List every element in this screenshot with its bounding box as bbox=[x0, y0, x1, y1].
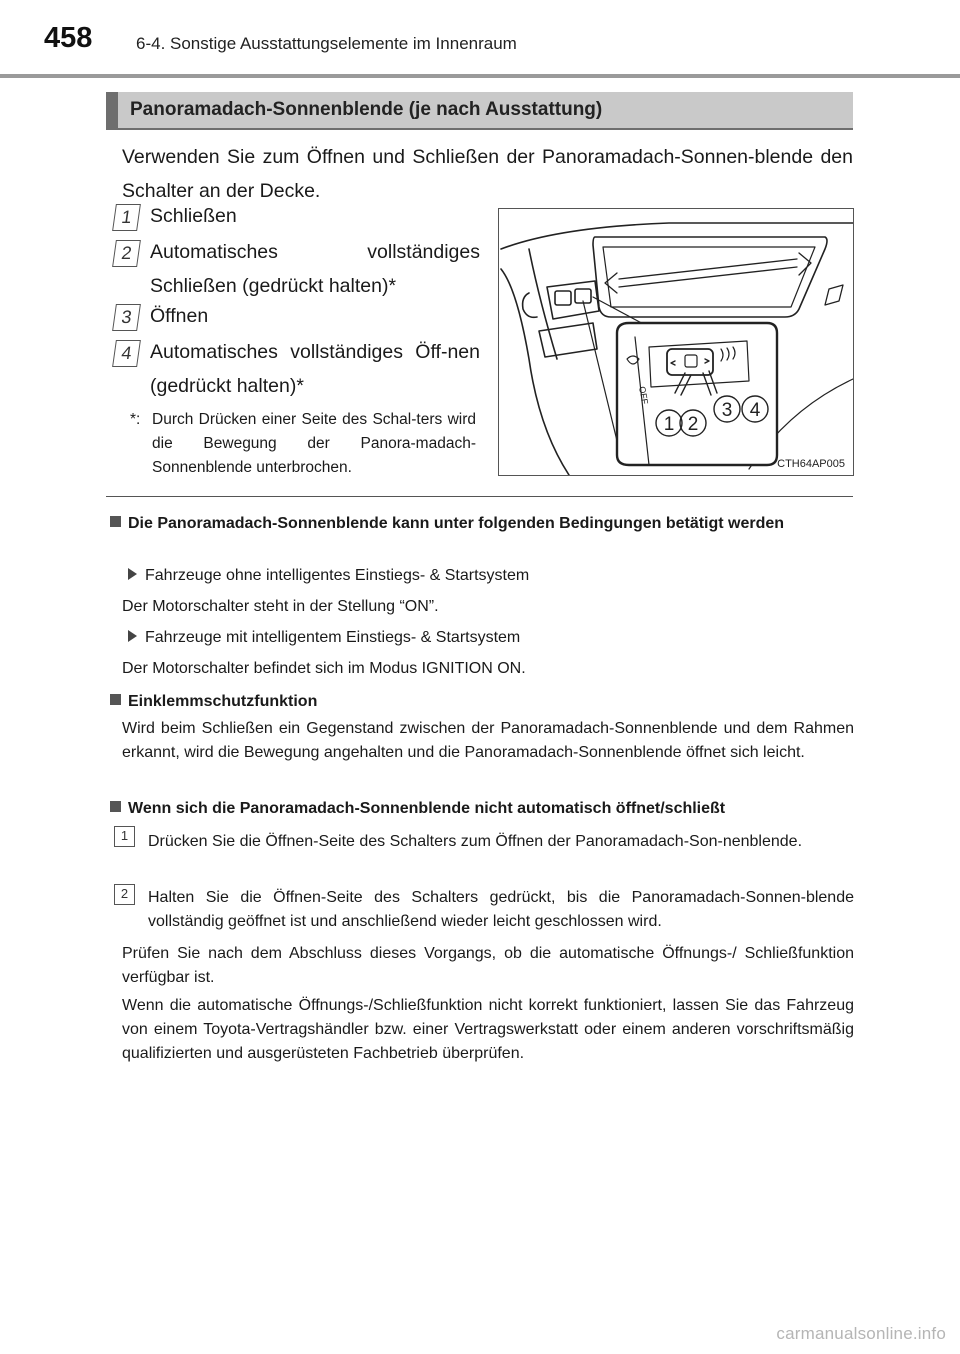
triangle-bullet-icon bbox=[128, 568, 137, 580]
case-with-smart-key bbox=[128, 627, 520, 649]
chapter-title: 6-4. Sonstige Ausstattungselemente im Innenraum bbox=[136, 34, 517, 53]
callout-4: 4 bbox=[749, 400, 761, 421]
item-open: Öffnen bbox=[150, 305, 209, 327]
note-operation-heading bbox=[110, 511, 855, 536]
footnote-text: Durch Drücken einer Seite des Schal-ters wird die Bewegung der Panora-madach-Sonnenblende unterbrochen. bbox=[152, 411, 476, 476]
step-1-text: Drücken Sie die Öffnen-Seite des Schalters zum Öffnen der Panoramadach-Son-nenblende. bbox=[148, 833, 803, 850]
section-heading-underline bbox=[106, 128, 853, 130]
jam-protection-text: Wird beim Schließen ein Gegenstand zwischen der Panoramadach-Sonnenblende und dem Rahmen erkannt, wird die Bewegung angehalten und die Panoramadach-Sonnenblende öffnet sich leicht. bbox=[122, 720, 854, 761]
note-jam-heading bbox=[110, 689, 855, 714]
step-number-badge: 1 bbox=[114, 826, 135, 847]
callout-3: 3 bbox=[721, 400, 733, 421]
note-square-icon bbox=[110, 516, 121, 527]
note-failure-heading-text: Wenn sich die Panoramadach-Sonnenblende nicht automatisch öffnet/schließt bbox=[128, 800, 726, 817]
figure-code: CTH64AP005 bbox=[777, 458, 845, 470]
check-function-text: Prüfen Sie nach dem Abschluss dieses Vorgangs, ob die automatische Öffnungs-/ Schließfunktion verfügbar ist. bbox=[122, 945, 854, 986]
note-operation-heading-text: Die Panoramadach-Sonnenblende kann unter folgenden Bedingungen betätigt werden bbox=[128, 515, 785, 532]
note-square-icon bbox=[110, 801, 121, 812]
page-number: 458 bbox=[44, 22, 93, 54]
footnote-mark: *: bbox=[130, 411, 141, 428]
note-square-icon bbox=[110, 694, 121, 705]
triangle-bullet-icon bbox=[128, 630, 137, 642]
watermark: carmanualsonline.info bbox=[776, 1324, 946, 1343]
section-divider bbox=[106, 496, 853, 497]
callout-2: 2 bbox=[687, 414, 699, 435]
step-number-badge: 2 bbox=[114, 884, 135, 905]
step-2-text: Halten Sie die Öffnen-Seite des Schalters gedrückt, bis die Panoramadach-Sonnen-blende vollständig geöffnet ist und anschließend wieder leicht geschlossen wird. bbox=[148, 889, 854, 930]
section-heading-bar bbox=[106, 92, 853, 128]
note-jam-heading-text: Einklemmschutzfunktion bbox=[128, 693, 318, 710]
section-title: Panoramadach-Sonnenblende (je nach Ausstattung) bbox=[130, 99, 603, 120]
case-without-smart-key bbox=[128, 565, 529, 587]
item-number-badge: 3 bbox=[112, 304, 141, 331]
off-label: OFF bbox=[637, 385, 651, 406]
case-without-smart-key-text: Der Motorschalter steht in der Stellung “ON”. bbox=[122, 598, 439, 615]
item-number-badge: 1 bbox=[112, 204, 141, 231]
footnote bbox=[130, 408, 476, 480]
case-with-smart-key-label: Fahrzeuge mit intelligentem Einstiegs- & Startsystem bbox=[145, 629, 521, 646]
item-auto-open: Automatisches vollständiges Öff-nen (gedrückt halten)* bbox=[150, 341, 480, 397]
illustration-drawing bbox=[499, 209, 853, 475]
item-number-badge: 2 bbox=[112, 240, 141, 267]
header-rule bbox=[0, 74, 960, 78]
case-without-smart-key-label: Fahrzeuge ohne intelligentes Einstiegs- & Startsystem bbox=[145, 567, 530, 584]
item-auto-close: Automatisches vollständiges Schließen (gedrückt halten)* bbox=[150, 241, 480, 297]
dealer-inspection-text: Wenn die automatische Öffnungs-/Schließfunktion nicht korrekt funktioniert, lassen Sie das Fahrzeug von einem Toyota-Vertragshändler bzw. einer Vertragswerkstatt oder einem anderen vorschriftsmäßig qualifizierten und ausgerüsteten Fachbetrieb überprüfen. bbox=[122, 997, 854, 1062]
case-with-smart-key-text: Der Motorschalter befindet sich im Modus IGNITION ON. bbox=[122, 660, 526, 677]
callout-1: 1 bbox=[663, 414, 675, 435]
note-failure-heading bbox=[110, 796, 855, 821]
sunshade-switch-illustration bbox=[498, 208, 854, 476]
item-number-badge: 4 bbox=[112, 340, 141, 367]
item-close: Schließen bbox=[150, 205, 237, 227]
intro-paragraph: Verwenden Sie zum Öffnen und Schließen der Panoramadach-Sonnen-blende den Schalter an der Decke. bbox=[122, 146, 853, 202]
